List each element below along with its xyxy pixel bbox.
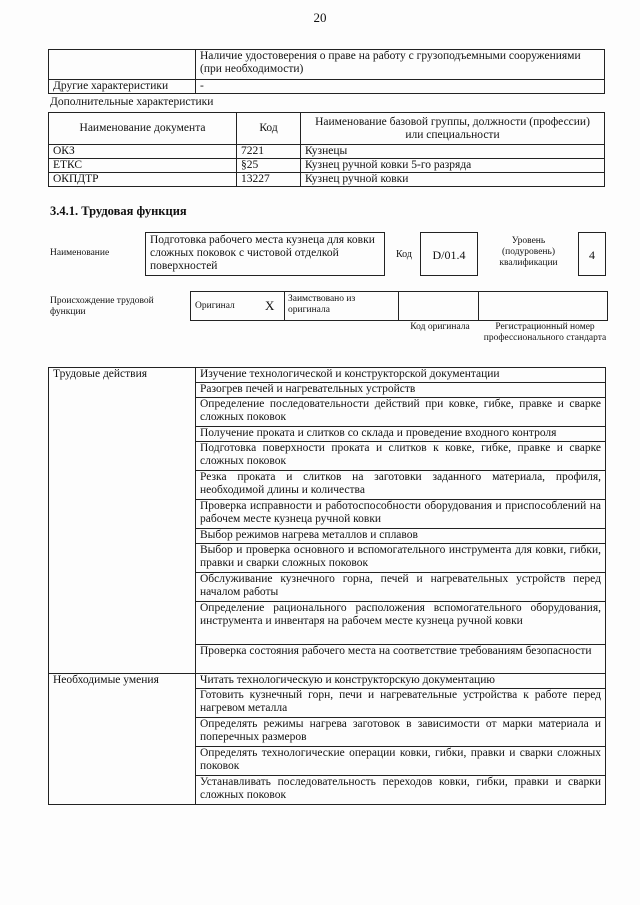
header-code: Код	[237, 113, 301, 145]
origin-label: Происхождение трудовой функции	[50, 296, 154, 317]
code-label: Код	[396, 249, 412, 260]
original-mark: X	[265, 298, 275, 313]
header-group-name: Наименование базовой группы, должности (профессии) или специальности	[301, 113, 605, 145]
certificate-requirement: Наличие удостоверения о праве на работу с грузоподъемными сооружениями (при необходимости)	[196, 50, 605, 80]
qualification-level-value: 4	[578, 232, 606, 276]
registration-number-caption: Регистрационный номер профессионального стандарта	[483, 322, 607, 343]
section-title: 3.4.1. Трудовая функция	[50, 204, 187, 218]
additional-characteristics-caption: Дополнительные характеристики	[50, 96, 214, 108]
labor-action-item: Выбор режимов нагрева металлов и сплавов	[196, 529, 606, 544]
labor-action-item: Разогрев печей и нагревательных устройств	[196, 383, 606, 398]
doc-code: 7221	[237, 145, 301, 159]
original-code-caption: Код оригинала	[410, 322, 470, 332]
labor-action-item: Получение проката и слитков со склада и проведение входного контроля	[196, 427, 606, 442]
labor-action-item: Проверка состояния рабочего места на соответствие требованиям безопасности	[196, 645, 606, 674]
labor-action-item: Изучение технологической и конструкторской документации	[196, 368, 606, 383]
skill-item: Определять технологические операции ковки, гибки, правки и сварки сложных поковок	[196, 747, 606, 776]
labor-action-item: Выбор и проверка основного и вспомогательного инструмента для ковки, гибки, правки и сварки сложных поковок	[196, 544, 606, 573]
doc-name: ЕТКС	[49, 159, 237, 173]
labor-function-table	[48, 367, 606, 805]
other-characteristics-value: -	[196, 80, 605, 94]
other-characteristics-label: Другие характеристики	[49, 80, 196, 94]
origin-box	[190, 291, 608, 321]
table-row	[49, 173, 605, 187]
skill-item: Определять режимы нагрева заготовок в зависимости от марки материала и поперечных размеров	[196, 718, 606, 747]
origin-divider	[284, 292, 285, 320]
doc-code: 13227	[237, 173, 301, 187]
doc-group: Кузнец ручной ковки	[301, 173, 605, 187]
name-label: Наименование	[50, 248, 110, 258]
doc-name: ОКЗ	[49, 145, 237, 159]
page-number: 20	[313, 10, 327, 25]
original-label: Оригинал	[195, 301, 235, 311]
skill-item: Читать технологическую и конструкторскую документацию	[196, 674, 606, 689]
top-table-empty-cell	[49, 50, 196, 80]
labor-action-item: Проверка исправности и работоспособности оборудования и приспособлений на рабочем месте кузнеца ручной ковки	[196, 500, 606, 529]
doc-group: Кузнецы	[301, 145, 605, 159]
table-row	[49, 159, 605, 173]
labor-actions-label: Трудовые действия	[49, 368, 196, 674]
doc-name: ОКПДТР	[49, 173, 237, 187]
borrowed-label: Заимствовано из оригинала	[288, 294, 356, 315]
labor-action-item: Резка проката и слитков на заготовки заданного материала, профиля, необходимой длины и количества	[196, 471, 606, 500]
qualification-level-label: Уровень (подуровень) квалификации	[499, 236, 558, 268]
table-row	[49, 145, 605, 159]
additional-characteristics-table	[48, 112, 605, 187]
skills-label: Необходимые умения	[49, 674, 196, 805]
skill-item: Устанавливать последовательность переходов ковки, гибки, правки и сварки сложных поковок	[196, 776, 606, 805]
function-code: D/01.4	[420, 232, 478, 276]
doc-code: §25	[237, 159, 301, 173]
labor-action-item: Определение последовательности действий при ковке, гибке, правке и сварке сложных поковок	[196, 398, 606, 427]
labor-action-item: Обслуживание кузнечного горна, печей и нагревательных устройств перед началом работы	[196, 573, 606, 602]
origin-divider	[398, 292, 399, 320]
skill-item: Готовить кузнечный горн, печи и нагревательные устройства к работе перед нагревом металла	[196, 689, 606, 718]
labor-action-item: Подготовка поверхности проката и слитков к ковке, гибке, правке и сварке сложных поковок	[196, 442, 606, 471]
labor-action-item: Определение рационального расположения вспомогательного оборудования, инструмента и инвентаря на рабочем месте кузнеца ручной ковки	[196, 602, 606, 645]
function-name: Подготовка рабочего места кузнеца для ковки сложных поковок с чистовой отделкой поверхностей	[145, 232, 385, 276]
top-characteristics-table	[48, 49, 605, 94]
header-document: Наименование документа	[49, 113, 237, 145]
origin-divider	[478, 292, 479, 320]
doc-group: Кузнец ручной ковки 5-го разряда	[301, 159, 605, 173]
